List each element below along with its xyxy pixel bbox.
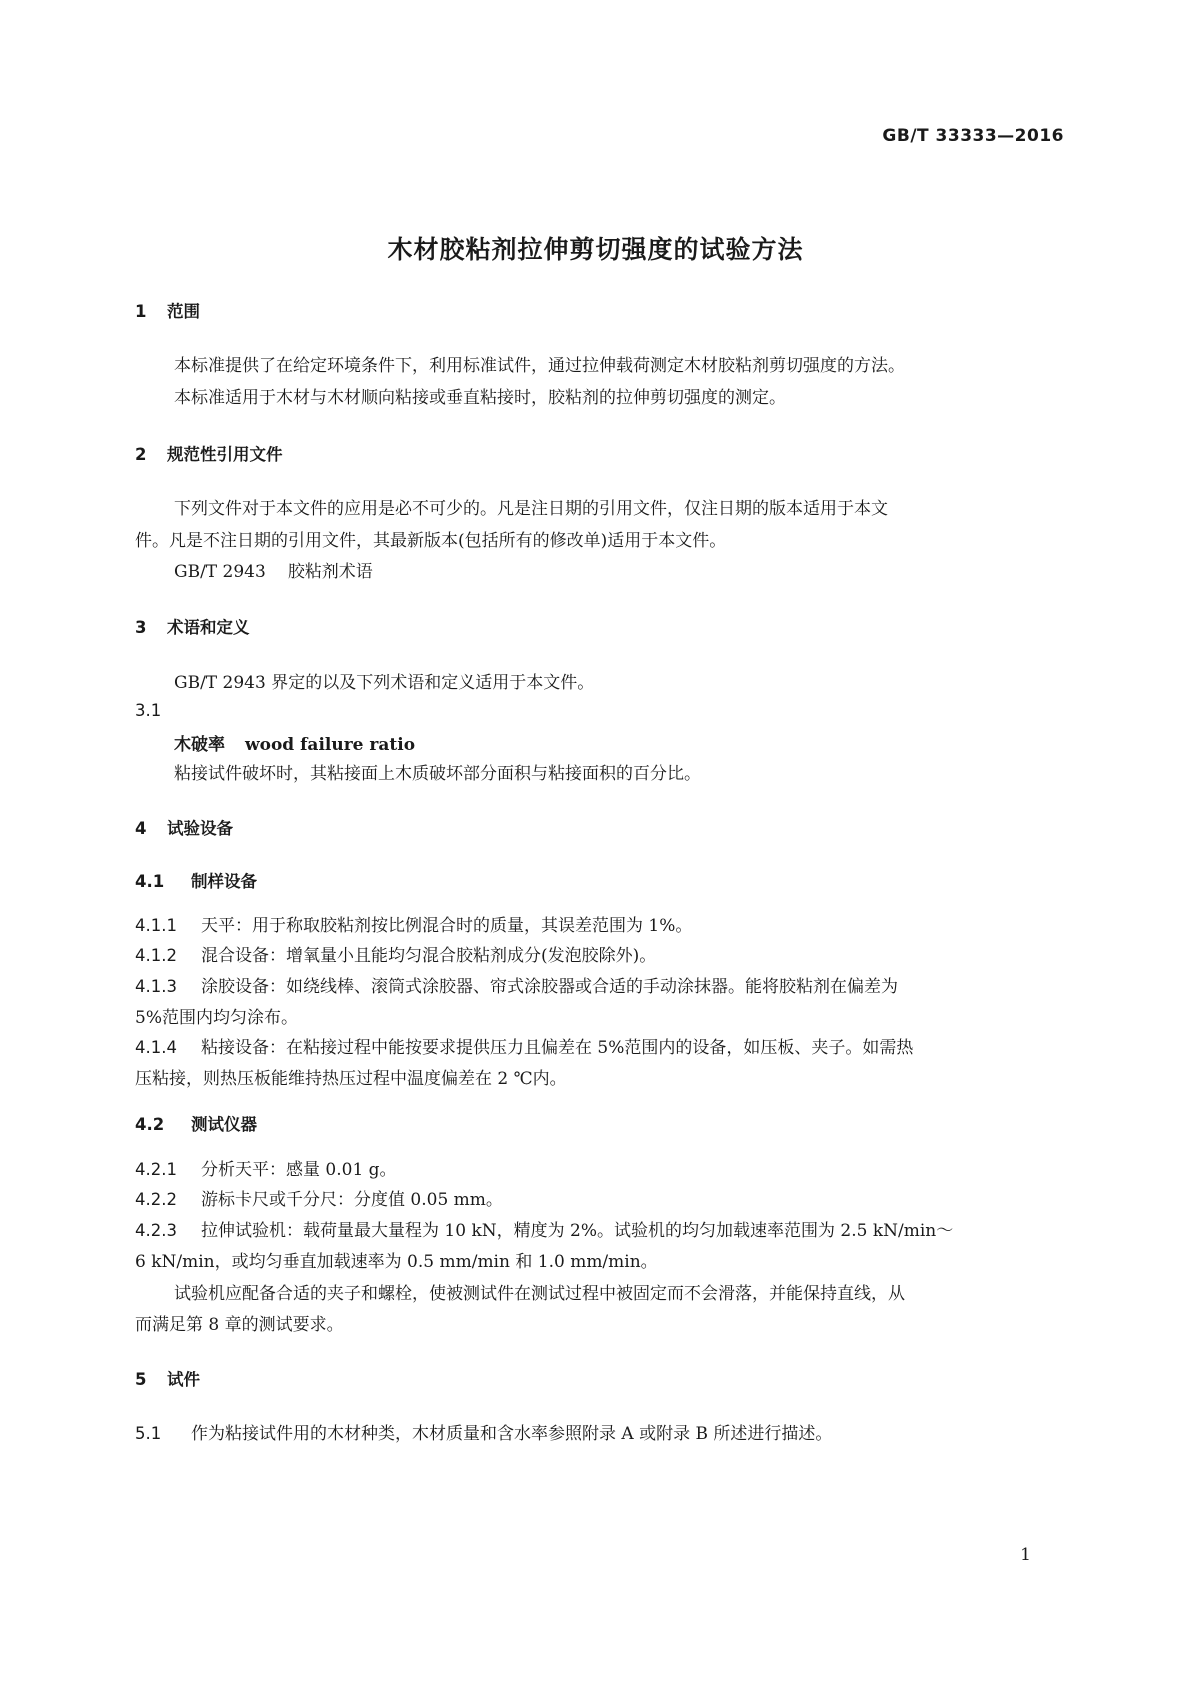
section-title: 规范性引用文件: [167, 445, 283, 464]
clause-text: 涂胶设备：如绕线棒、滚筒式涂胶器、帘式涂胶器或合适的手动涂抹器。能将胶粘剂在偏差为: [201, 977, 898, 997]
clause-text: 天平：用于称取胶粘剂按比例混合时的质量，其误差范围为 1%。: [201, 916, 693, 936]
normative-reference: [174, 557, 373, 582]
section-number: 4: [135, 819, 147, 838]
clause-number: 4.2.3: [135, 1221, 177, 1240]
clause-continuation: 5%范围内均匀涂布。: [135, 1008, 298, 1028]
clause-4-2-1: [135, 1155, 397, 1180]
paragraph: 本标准提供了在给定环境条件下，利用标准试件，通过拉伸载荷测定木材胶粘剂剪切强度的方法。: [174, 356, 905, 376]
document-title: 木材胶粘剂拉伸剪切强度的试验方法: [387, 235, 804, 264]
section-5-heading: [135, 1366, 200, 1390]
paragraph-line: 而满足第 8 章的测试要求。: [135, 1315, 344, 1335]
page-number: 1: [1020, 1545, 1031, 1565]
clause-4-1-1: [135, 911, 692, 936]
term-number: 3.1: [135, 701, 162, 720]
clause-number: 4.1.1: [135, 916, 177, 935]
clause-number: 4.1.3: [135, 977, 177, 996]
section-1-heading: [135, 298, 200, 322]
section-title: 范围: [167, 302, 200, 321]
paragraph-line: 试验机应配备合适的夹子和螺栓，使被测试件在测试过程中被固定而不会滑落，并能保持直线，从: [174, 1284, 905, 1304]
clause-continuation: 压粘接，则热压板能维持热压过程中温度偏差在 2 ℃内。: [135, 1069, 567, 1089]
clause-text: 拉伸试验机：载荷量最大量程为 10 kN，精度为 2%。试验机的均匀加载速率范围为 2.5 kN/min～: [201, 1221, 954, 1241]
section-number: 2: [135, 445, 147, 464]
term-en: wood failure ratio: [245, 735, 416, 755]
clause-4-1-4: [135, 1033, 913, 1058]
clause-text: 作为粘接试件用的木材种类，木材质量和含水率参照附录 A 或附录 B 所述进行描述。: [191, 1424, 833, 1444]
clause-text: 粘接设备：在粘接过程中能按要求提供压力且偏差在 5%范围内的设备，如压板、夹子。如需热: [201, 1038, 914, 1058]
section-number: 5: [135, 1370, 147, 1389]
clause-4-2-2: [135, 1185, 503, 1210]
reference-code: GB/T 2943: [174, 562, 266, 582]
paragraph: GB/T 2943 界定的以及下列术语和定义适用于本文件。: [174, 673, 595, 693]
subsection-title: 制样设备: [191, 872, 257, 891]
clause-number: 4.2.2: [135, 1190, 177, 1209]
subsection-4-2-heading: [135, 1111, 257, 1135]
term-definition: 粘接试件破坏时，其粘接面上木质破坏部分面积与粘接面积的百分比。: [174, 764, 701, 784]
clause-4-1-2: [135, 941, 656, 966]
clause-4-1-3: [135, 972, 898, 997]
section-title: 试验设备: [167, 819, 233, 838]
section-number: 1: [135, 302, 147, 321]
paragraph: 本标准适用于木材与木材顺向粘接或垂直粘接时，胶粘剂的拉伸剪切强度的测定。: [174, 388, 786, 408]
standard-code: GB/T 33333—2016: [882, 126, 1064, 146]
clause-number: 4.1.2: [135, 946, 177, 965]
term-zh: 木破率: [174, 735, 225, 755]
clause-number: 4.2.1: [135, 1160, 177, 1179]
clause-text: 混合设备：增氧量小且能均匀混合胶粘剂成分(发泡胶除外)。: [201, 946, 657, 966]
clause-continuation: 6 kN/min，或均匀垂直加载速率为 0.5 mm/min 和 1.0 mm/min。: [135, 1252, 658, 1272]
section-2-heading: [135, 441, 283, 465]
section-number: 3: [135, 618, 147, 637]
reference-title: 胶粘剂术语: [287, 562, 373, 582]
subsection-4-1-heading: [135, 868, 257, 892]
subsection-number: 4.1: [135, 872, 165, 891]
clause-4-2-3: [135, 1216, 953, 1241]
paragraph-line: 下列文件对于本文件的应用是必不可少的。凡是注日期的引用文件，仅注日期的版本适用于本文: [174, 499, 888, 519]
clause-5-1: [135, 1419, 832, 1444]
paragraph-line: 件。凡是不注日期的引用文件，其最新版本(包括所有的修改单)适用于本文件。: [135, 531, 727, 551]
section-4-heading: [135, 815, 233, 839]
section-3-heading: [135, 614, 250, 638]
term-entry: [174, 730, 415, 755]
clause-text: 游标卡尺或千分尺：分度值 0.05 mm。: [201, 1190, 503, 1210]
clause-number: 5.1: [135, 1424, 162, 1443]
clause-text: 分析天平：感量 0.01 g。: [201, 1160, 397, 1180]
clause-number: 4.1.4: [135, 1038, 177, 1057]
section-title: 术语和定义: [167, 618, 250, 637]
section-title: 试件: [167, 1370, 200, 1389]
subsection-title: 测试仪器: [191, 1115, 257, 1134]
subsection-number: 4.2: [135, 1115, 165, 1134]
